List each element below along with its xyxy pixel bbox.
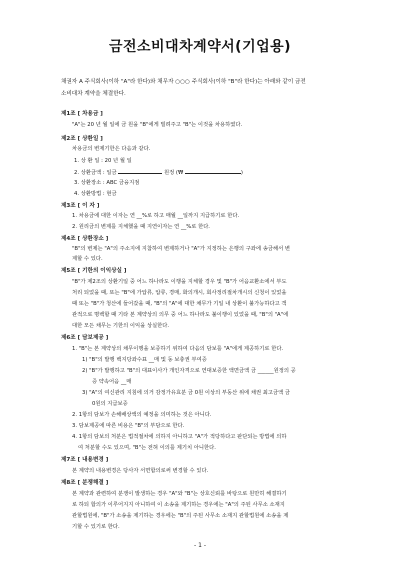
article-3-line: 1. 차용금에 대한 이자는 연 __%로 하고 매월 __일까지 지급하기로 한다. bbox=[72, 213, 240, 219]
article-3-heading: 제3조 [ 이 자 ] bbox=[61, 203, 100, 209]
article-8-heading: 제8조 [ 분쟁해결 ] bbox=[61, 480, 109, 486]
repayment-amount-won-label: 원정 (₩ bbox=[163, 170, 184, 176]
article-4-line: "B"의 변제는 "A"의 주소지에 지참하여 변제하거나 "A"가 지정하는 은행의 구좌에 송금해서 변 bbox=[72, 246, 290, 252]
article-6-line: 여 처분할 수도 있으며, "B"는 전혀 이의를 제기치 아니한다. bbox=[78, 445, 216, 451]
article-2-item: 3. 상환장소 : ABC 금융지점 bbox=[74, 180, 140, 186]
article-6-subitem: 0원의 지급보증 bbox=[92, 401, 128, 407]
article-6-subitem: 3) "A"의 여신관리 지침에 의거 감정가유효분 금 0원 이상의 부동산 위에 채권 최고금액 금 bbox=[82, 390, 291, 396]
article-4-line: 제할 수 있다. bbox=[72, 256, 103, 262]
article-7-line: 본 계약의 내용변경은 당사자 서면합의로써 변경할 수 있다. bbox=[72, 468, 209, 474]
article-8-line: 로 하되 합의가 이루어지지 아니하여 이 소송을 제기하는 경우에는 "A"의 주된 사무소 소재지 bbox=[72, 502, 285, 508]
article-5-line: "B"가 제2조의 상환기일 중 어느 하나라도 이행을 지체할 경우 및 "B"가 어음교환소에서 부도 bbox=[72, 279, 287, 285]
article-8-line: 기할 수 있기로 한다. bbox=[72, 524, 120, 530]
article-5-line: 관적으로 명백할 때 기타 본 계약상의 의무 중 어느 하나라도 불이행이 있었을 때, "B"의 "A"에 bbox=[72, 312, 289, 318]
article-4-heading: 제4조 [ 상환장소 ] bbox=[61, 236, 109, 242]
article-2-item: 4. 상환방법 : 현금 bbox=[74, 191, 117, 197]
article-1-heading: 제1조 [ 차용금 ] bbox=[61, 111, 103, 117]
article-6-line: 1. "B"는 본 계약상의 채무이행을 보증하기 위하여 다음의 담보를 "A"에게 제공하기로 한다. bbox=[72, 346, 284, 352]
amount-blank bbox=[118, 168, 162, 174]
intro-line-2: 소비대차 계약을 체결한다. bbox=[61, 91, 126, 97]
article-6-line: 3. 담보제공에 따른 비용은 "B"의 부담으로 한다. bbox=[72, 423, 185, 429]
article-8-line: 관할법원에, "B"가 소송을 제기하는 경우에는 "B"의 주된 사무소 소재지 관할법원에 소송을 제 bbox=[72, 513, 289, 519]
article-1-line: "A"는 20 년 월 일에 금 원을 "B"에게 빌려주고 "B"는 이것을 차용하였다. bbox=[72, 122, 243, 128]
article-6-line: 2. 1항의 담보가 손해배상액의 예정을 의미하는 것은 아니다. bbox=[72, 412, 212, 418]
article-3-line: 2. 원리금의 변제를 지체했을 때 지연이자는 연 __%로 한다. bbox=[72, 224, 210, 230]
won-blank bbox=[185, 168, 241, 174]
page-number: - 1 - bbox=[194, 542, 206, 549]
article-5-line: 처리 되었을 때, 또는 "B"에 가압류, 압류, 경매, 화의개시, 회사정리절차개시의 신청이 있었을 bbox=[72, 290, 287, 296]
article-6-heading: 제6조 [ 담보제공 ] bbox=[61, 335, 109, 341]
article-2-line: 차용금의 변제기한은 다음과 같다. bbox=[72, 146, 151, 152]
article-5-line: 대한 모든 채무는 기한의 이익을 상실한다. bbox=[72, 323, 170, 329]
article-7-heading: 제7조 [ 내용변경 ] bbox=[61, 457, 109, 463]
article-6-subitem: 2) "B"가 발행하고 "B"의 대표이사가 개인자격으로 연대보증한 액면금액 금 ______원정의 공 bbox=[82, 368, 296, 374]
article-2-item: 1. 상 환 일 : 20 년 월 일 bbox=[74, 158, 132, 164]
repayment-amount-label: 2. 상환금액 : 일금 bbox=[74, 170, 117, 176]
article-6-line: 4. 1항의 담보의 처분은 법적절차에 의하지 아니하고 "A"가 적당하다고 판단되는 방법에 의하 bbox=[72, 434, 287, 440]
article-2-heading: 제2조 [ 상환일 ] bbox=[61, 136, 103, 142]
article-6-subitem: 증 약속어음 __매 bbox=[92, 379, 132, 385]
article-5-line: 때 또는 "B"가 청산에 들어갔을 때, "B"의 "A"에 대한 채무가 기일 내 상환이 불가능하다고 객 bbox=[72, 301, 287, 307]
intro-line-1: 채권자 A 주식회사(이하 "A"라 한다)와 채무자 ○○○ 주식회사(이하 "B"라 한다)는 아래와 같이 금전 bbox=[61, 79, 306, 85]
article-8-line: 본 계약과 관련하여 분쟁이 발생하는 경우 "A"와 "B"는 상호신뢰를 바탕으로 원만히 해결하기 bbox=[72, 491, 287, 497]
article-6-subitem: 1) "B"의 발행 백지당좌수표 __매 및 동 보충권 부여증 bbox=[82, 357, 207, 363]
article-2-item: 2. 상환금액 : 일금 원정 (₩ ) bbox=[74, 170, 243, 176]
document-title: 금전소비대차계약서(기업용) bbox=[108, 39, 292, 55]
article-5-heading: 제5조 [ 기한의 이익상실 ] bbox=[61, 268, 127, 274]
